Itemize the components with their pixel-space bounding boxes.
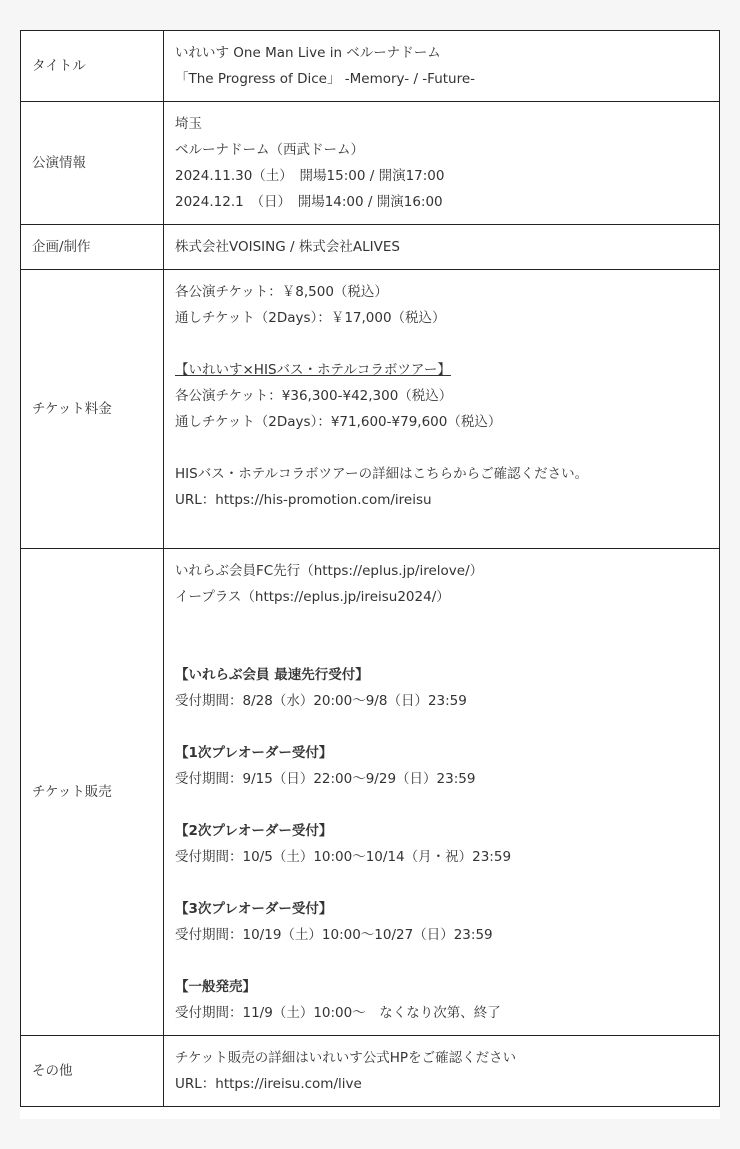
price-single-ticket: 各公演チケット：￥8,500（税込） [175, 284, 388, 300]
spacer [175, 714, 709, 740]
sale-period-preorder-2: 受付期間：10/5（土）10:00～10/14（月・祝）23:59 [175, 849, 512, 865]
event-subtitle-line: 「The Progress of Dice」 -Memory- / -Future- [175, 71, 476, 87]
tour-details-note: HISバス・ホテルコラボツアーの詳細はこちらからご確認ください。 [175, 466, 589, 482]
spacer [175, 331, 709, 357]
row-content [164, 549, 720, 1036]
row-content [164, 1036, 720, 1107]
price-pass-ticket: 通しチケット（2Days）：￥17,000（税込） [175, 310, 446, 326]
sale-heading-fc: 【いれらぶ会員 最速先行受付】 [175, 667, 369, 683]
row-label: チケット料金 [21, 270, 164, 549]
tour-url-text: URL：https://his-promotion.com/ireisu [175, 492, 432, 508]
official-hp-note: チケット販売の詳細はいれいす公式HPをご確認ください [175, 1050, 517, 1066]
row-label: 企画/制作 [21, 225, 164, 270]
table-row-title [21, 31, 720, 102]
row-label: その他 [21, 1036, 164, 1107]
spacer [175, 636, 709, 662]
venue-text: ベルーナドーム（西武ドーム） [175, 142, 364, 158]
sale-period-fc: 受付期間：8/28（水）20:00～9/8（日）23:59 [175, 693, 467, 709]
table-row-others [21, 1036, 720, 1107]
spacer [175, 948, 709, 974]
sale-heading-preorder-2: 【2次プレオーダー受付】 [175, 823, 333, 839]
table-row-ticket-price [21, 270, 720, 549]
row-content [164, 225, 720, 270]
spacer [175, 435, 709, 461]
tour-price-single: 各公演チケット：¥36,300-¥42,300（税込） [175, 388, 453, 404]
official-url-text: URL：https://ireisu.com/live [175, 1076, 362, 1092]
row-content [164, 31, 720, 102]
event-info-table [20, 30, 720, 1107]
row-content [164, 102, 720, 225]
sale-period-general: 受付期間：11/9（土）10:00～ なくなり次第、終了 [175, 1005, 501, 1021]
producer-text: 株式会社VOISING / 株式会社ALIVES [175, 239, 400, 255]
row-label: 公演情報 [21, 102, 164, 225]
row-content [164, 270, 720, 549]
schedule-day1: 2024.11.30（土） 開場15:00 / 開演17:00 [175, 168, 445, 184]
fc-presale-text: いれらぶ会員FC先行（https://eplus.jp/irelove/） [175, 563, 484, 579]
sale-heading-preorder-1: 【1次プレオーダー受付】 [175, 745, 333, 761]
eplus-text: イープラス（https://eplus.jp/ireisu2024/） [175, 589, 450, 605]
prefecture-text: 埼玉 [175, 116, 202, 132]
sale-heading-preorder-3: 【3次プレオーダー受付】 [175, 901, 333, 917]
tour-heading-link[interactable]: 【いれいす×HISバス・ホテルコラボツアー】 [175, 362, 451, 378]
table-row-performance [21, 102, 720, 225]
event-title-line: いれいす One Man Live in ベルーナドーム [175, 45, 441, 61]
row-label: タイトル [21, 31, 164, 102]
sale-period-preorder-3: 受付期間：10/19（土）10:00～10/27（日）23:59 [175, 927, 493, 943]
table-row-production [21, 225, 720, 270]
spacer [175, 870, 709, 896]
row-label: チケット販売 [21, 549, 164, 1036]
sale-heading-general: 【一般発売】 [175, 979, 256, 995]
spacer [175, 610, 709, 636]
table-row-ticket-sales [21, 549, 720, 1036]
tour-price-pass: 通しチケット（2Days）：¥71,600-¥79,600（税込） [175, 414, 502, 430]
spacer [175, 792, 709, 818]
sale-period-preorder-1: 受付期間：9/15（日）22:00～9/29（日）23:59 [175, 771, 476, 787]
schedule-day2: 2024.12.1 （日） 開場14:00 / 開演16:00 [175, 194, 443, 210]
